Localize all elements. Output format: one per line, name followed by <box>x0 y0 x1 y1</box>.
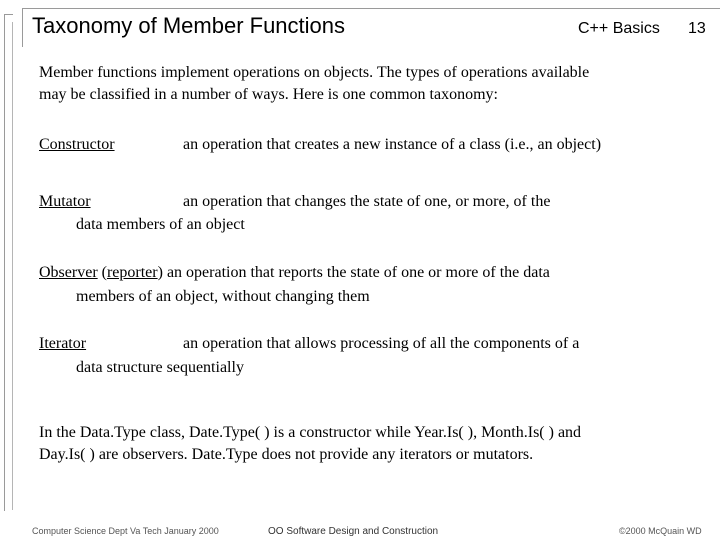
observer-alias-open: ( <box>97 264 107 281</box>
term-iterator: Iterator <box>39 335 87 352</box>
slide-frame-left-inner <box>12 22 19 510</box>
definition-constructor: an operation that creates a new instance of a class (i.e., an object) <box>183 136 602 153</box>
definition-mutator-line-2: data members of an object <box>76 216 245 233</box>
intro-paragraph <box>39 62 589 106</box>
closing-paragraph <box>39 422 581 466</box>
term-constructor: Constructor <box>39 136 115 153</box>
course-name: C++ Basics <box>578 20 660 37</box>
definition-observer-line-2: members of an object, without changing them <box>76 288 370 305</box>
definition-mutator-line-1: an operation that changes the state of one, or more, of the <box>183 193 551 210</box>
observer-entry <box>39 264 550 282</box>
definition-iterator-line-2: data structure sequentially <box>76 359 244 376</box>
page-number: 13 <box>688 20 706 37</box>
closing-line-2: Day.Is( ) are observers. Date.Type does not provide any iterators or mutators. <box>39 446 534 463</box>
closing-line-1: In the Data.Type class, Date.Type( ) is a constructor while Year.Is( ), Month.Is( ) and <box>39 424 582 441</box>
slide-title: Taxonomy of Member Functions <box>32 13 346 38</box>
term-reporter: reporter <box>106 264 158 281</box>
footer-right: ©2000 McQuain WD <box>619 526 702 536</box>
intro-line-2: may be classified in a number of ways. Here is one common taxonomy: <box>39 86 498 103</box>
footer-left: Computer Science Dept Va Tech January 2000 <box>32 526 219 536</box>
term-observer: Observer <box>39 264 98 281</box>
intro-line-1: Member functions implement operations on objects. The types of operations available <box>39 64 590 81</box>
definition-iterator-line-1: an operation that allows processing of all the components of a <box>183 335 580 352</box>
footer-center: OO Software Design and Construction <box>268 526 439 537</box>
term-mutator: Mutator <box>39 193 91 210</box>
observer-alias-close: ) <box>157 264 163 281</box>
definition-observer-line-1: an operation that reports the state of one or more of the data <box>162 264 550 281</box>
